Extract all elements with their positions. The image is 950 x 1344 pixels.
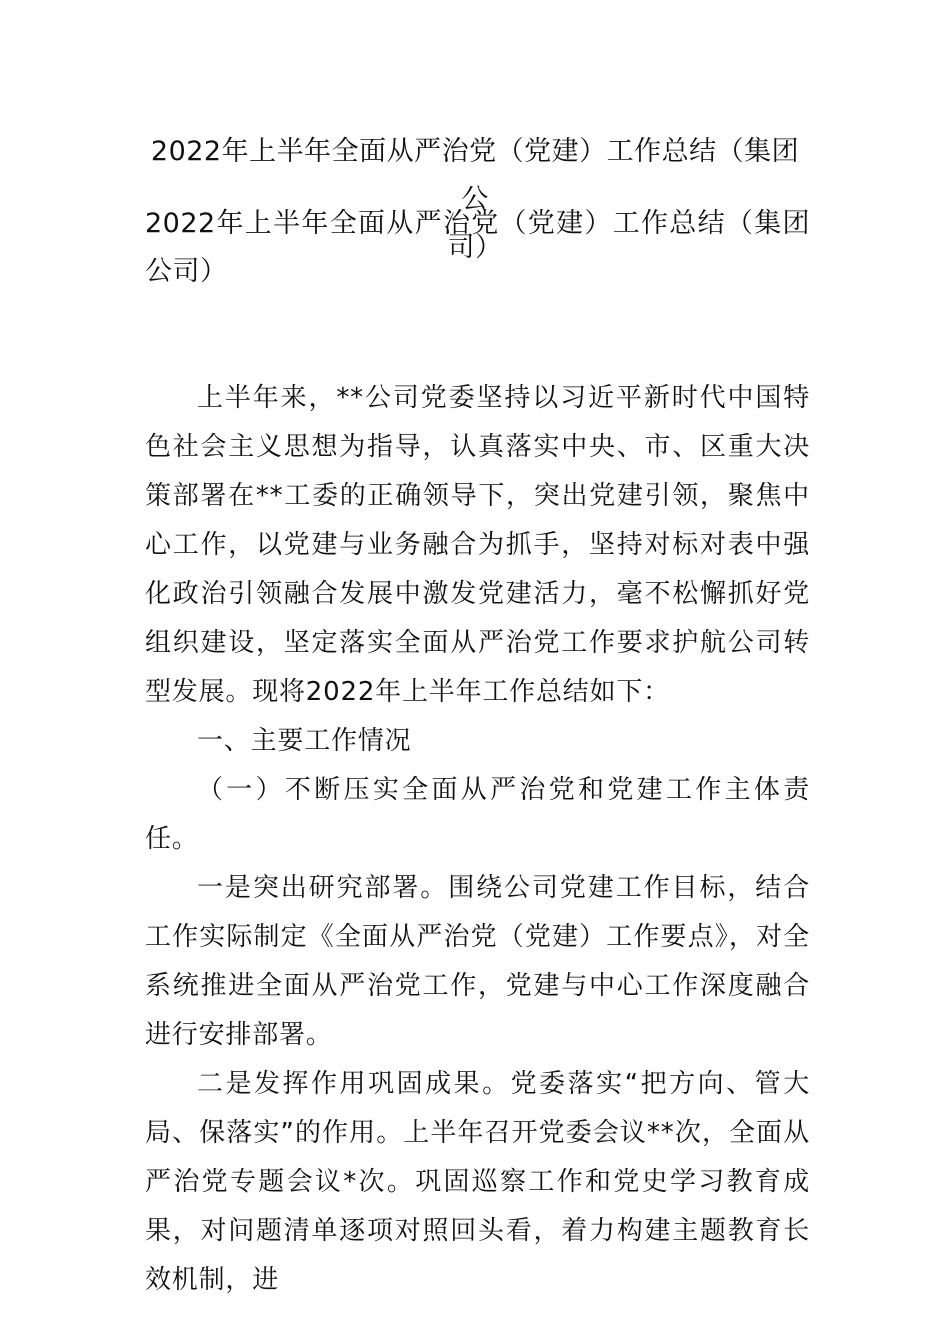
document-subtitle: 2022年上半年全面从严治党（党建）工作总结（集团公司） — [145, 208, 810, 287]
title-line-1: 2022年上半年全面从严治党（党建）工作总结（集团公 — [150, 136, 800, 215]
section-heading: 一、主要工作情况 — [197, 726, 412, 756]
title-line-2: 司） — [447, 232, 503, 263]
document-body — [145, 374, 810, 1305]
paragraph-item-2: 二是发挥作用巩固成果。党委落实“把方向、管大局、保落实”的作用。上半年召开党委会议**次，全面从严治党专题会议*次。巩固巡察工作和党史学习教育成果，对问题清单逐项对照回头看，着力构建主题教育长效机制，进 — [145, 1069, 810, 1295]
subsection-heading: （一）不断压实全面从严治党和党建工作主体责任。 — [145, 775, 810, 854]
paragraph-item-1: 一是突出研究部署。围绕公司党建工作目标，结合工作实际制定《全面从严治党（党建）工作要点》，对全系统推进全面从严治党工作，党建与中心工作深度融合进行安排部署。 — [145, 873, 810, 1050]
paragraph-intro: 上半年来，**公司党委坚持以习近平新时代中国特色社会主义思想为指导，认真落实中央、市、区重大决策部署在**工委的正确领导下，突出党建引领，聚焦中心工作，以党建与业务融合为抓手，坚持对标对表中强化政治引领融合发展中激发党建活力，毫不松懈抓好党组织建设，坚定落实全面从严治党工作要求护航公司转型发展。现将2022年上半年工作总结如下： — [145, 383, 810, 707]
